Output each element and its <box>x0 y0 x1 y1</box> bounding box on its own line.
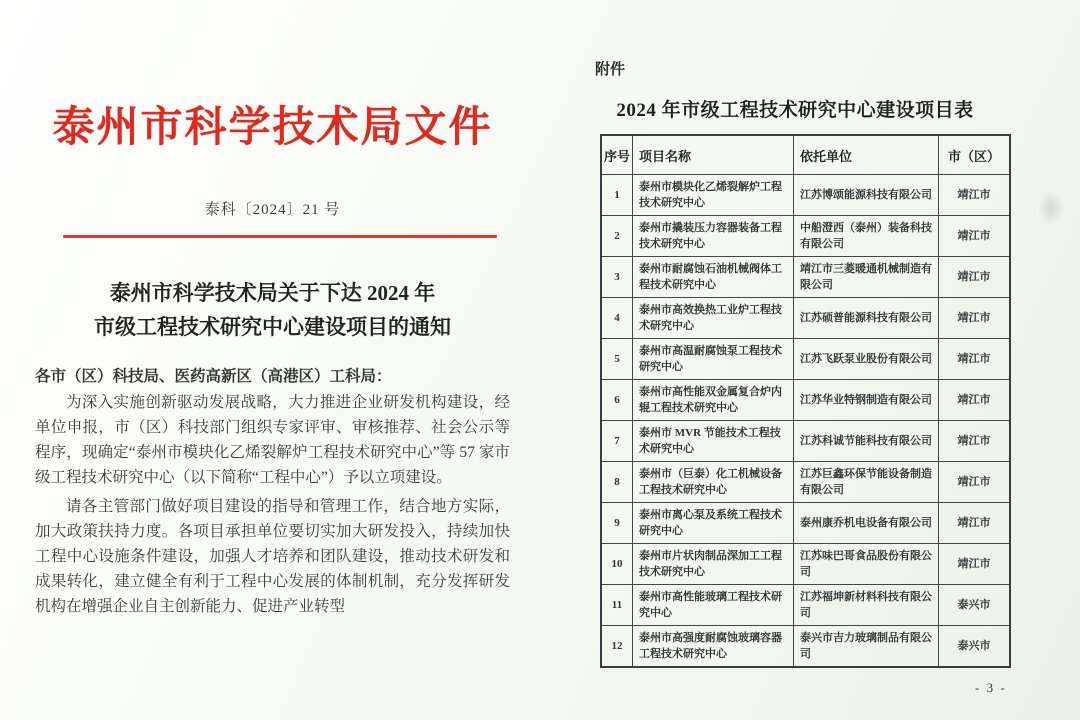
table-row <box>601 257 1010 298</box>
supporting-unit-cell: 江苏巨鑫环保节能设备制造有限公司 <box>794 462 939 503</box>
salutation: 各市（区）科技局、医药高新区（高港区）工科局： <box>35 368 392 386</box>
district-cell: 靖江市 <box>939 421 1011 462</box>
notice-heading-line2: 市级工程技术研究中心建设项目的通知 <box>94 315 451 340</box>
project-name-cell: 泰州市模块化乙烯裂解炉工程技术研究中心 <box>633 175 794 216</box>
supporting-unit-cell: 江苏福坤新材料科技有限公司 <box>794 585 939 626</box>
supporting-unit-cell: 江苏硕普能源科技有限公司 <box>794 298 939 339</box>
seq-cell: 12 <box>601 626 633 668</box>
column-header-0: 序号 <box>601 135 633 175</box>
notice-page <box>30 88 515 619</box>
project-name-cell: 泰州市高强度耐腐蚀玻璃容器工程技术研究中心 <box>633 626 794 668</box>
seq-cell: 5 <box>601 339 633 380</box>
project-name-cell: 泰州市撬装压力容器装备工程技术研究中心 <box>633 216 794 257</box>
table-header-row <box>601 135 1010 175</box>
agency-document-title: 泰州市科学技术局文件 <box>52 105 493 151</box>
project-name-cell: 泰州市高温耐腐蚀泵工程技术研究中心 <box>633 339 794 380</box>
page-number: - 3 - <box>975 680 1007 695</box>
body-paragraph-1: 为深入实施创新驱动发展战略，大力推进企业研发机构建设，经单位申报，市（区）科技部门组织专家评审、审核推荐、社会公示等程序，现确定“泰州市模块化乙烯裂解炉工程技术研究中心”等 57 家市级工程技术研究中心（以下简称“工程中心”）予以立项建设。 <box>35 394 510 487</box>
attachment-page <box>585 58 1005 668</box>
attachment-label: 附件 <box>595 62 626 78</box>
attachment-table-title: 2024 年市级工程技术研究中心建设项目表 <box>616 100 974 121</box>
project-name-cell: 泰州市（巨泰）化工机械设备工程技术研究中心 <box>633 462 794 503</box>
seq-cell: 7 <box>601 421 633 462</box>
district-cell: 靖江市 <box>939 216 1011 257</box>
supporting-unit-cell: 江苏飞跃泵业股份有限公司 <box>794 339 939 380</box>
scan-artifact <box>1038 190 1064 226</box>
supporting-unit-cell: 泰州康乔机电设备有限公司 <box>794 503 939 544</box>
seq-cell: 8 <box>601 462 633 503</box>
supporting-unit-cell: 江苏味巴哥食品股份有限公司 <box>794 544 939 585</box>
district-cell: 靖江市 <box>939 380 1011 421</box>
table-row <box>601 175 1010 216</box>
district-cell: 靖江市 <box>939 175 1011 216</box>
district-cell: 靖江市 <box>939 298 1011 339</box>
seq-cell: 10 <box>601 544 633 585</box>
seq-cell: 11 <box>601 585 633 626</box>
red-divider-line <box>63 235 497 238</box>
project-name-cell: 泰州市高性能双金属复合炉内辊工程技术研究中心 <box>633 380 794 421</box>
table-row <box>601 503 1010 544</box>
seq-cell: 2 <box>601 216 633 257</box>
district-cell: 靖江市 <box>939 462 1011 503</box>
table-row <box>601 421 1010 462</box>
seq-cell: 4 <box>601 298 633 339</box>
supporting-unit-cell: 靖江市三菱暖通机械制造有限公司 <box>794 257 939 298</box>
district-cell: 靖江市 <box>939 503 1011 544</box>
table-row <box>601 462 1010 503</box>
table-row <box>601 380 1010 421</box>
notice-heading <box>30 276 515 344</box>
project-name-cell: 泰州市片状肉制品深加工工程技术研究中心 <box>633 544 794 585</box>
column-header-2: 依托单位 <box>794 135 939 175</box>
supporting-unit-cell: 江苏华业特钢制造有限公司 <box>794 380 939 421</box>
project-name-cell: 泰州市 MVR 节能技术工程技术研究中心 <box>633 421 794 462</box>
table-row <box>601 585 1010 626</box>
table-row <box>601 626 1010 668</box>
column-header-3: 市（区） <box>939 135 1011 175</box>
district-cell: 泰兴市 <box>939 626 1011 668</box>
district-cell: 靖江市 <box>939 339 1011 380</box>
seq-cell: 3 <box>601 257 633 298</box>
seq-cell: 6 <box>601 380 633 421</box>
project-name-cell: 泰州市高性能玻璃工程技术研究中心 <box>633 585 794 626</box>
supporting-unit-cell: 泰兴市吉力玻璃制品有限公司 <box>794 626 939 668</box>
project-name-cell: 泰州市耐腐蚀石油机械阀体工程技术研究中心 <box>633 257 794 298</box>
district-cell: 靖江市 <box>939 257 1011 298</box>
project-table <box>600 134 1011 668</box>
table-row <box>601 298 1010 339</box>
document-number: 泰科〔2024〕21 号 <box>204 202 341 218</box>
seq-cell: 1 <box>601 175 633 216</box>
body-paragraph-2: 请各主管部门做好项目建设的指导和管理工作，结合地方实际，加大政策扶持力度。各项目承担单位要切实加大研发投入，持续加快工程中心设施条件建设，加强人才培养和团队建设，推动技术研发和成果转化，建立健全有利于工程中心发展的体制机制，充分发挥研发机构在增强企业自主创新能力、促进产业转型 <box>35 498 510 616</box>
notice-heading-line1: 泰州市科学技术局关于下达 2024 年 <box>109 281 436 305</box>
column-header-1: 项目名称 <box>633 135 794 175</box>
supporting-unit-cell: 江苏博颂能源科技有限公司 <box>794 175 939 216</box>
seq-cell: 9 <box>601 503 633 544</box>
table-row <box>601 339 1010 380</box>
table-row <box>601 216 1010 257</box>
supporting-unit-cell: 江苏科诚节能科技有限公司 <box>794 421 939 462</box>
district-cell: 靖江市 <box>939 544 1011 585</box>
table-row <box>601 544 1010 585</box>
district-cell: 泰兴市 <box>939 585 1011 626</box>
project-name-cell: 泰州市离心泵及系统工程技术研究中心 <box>633 503 794 544</box>
supporting-unit-cell: 中船澄西（泰州）装备科技有限公司 <box>794 216 939 257</box>
project-name-cell: 泰州市高效换热工业炉工程技术研究中心 <box>633 298 794 339</box>
